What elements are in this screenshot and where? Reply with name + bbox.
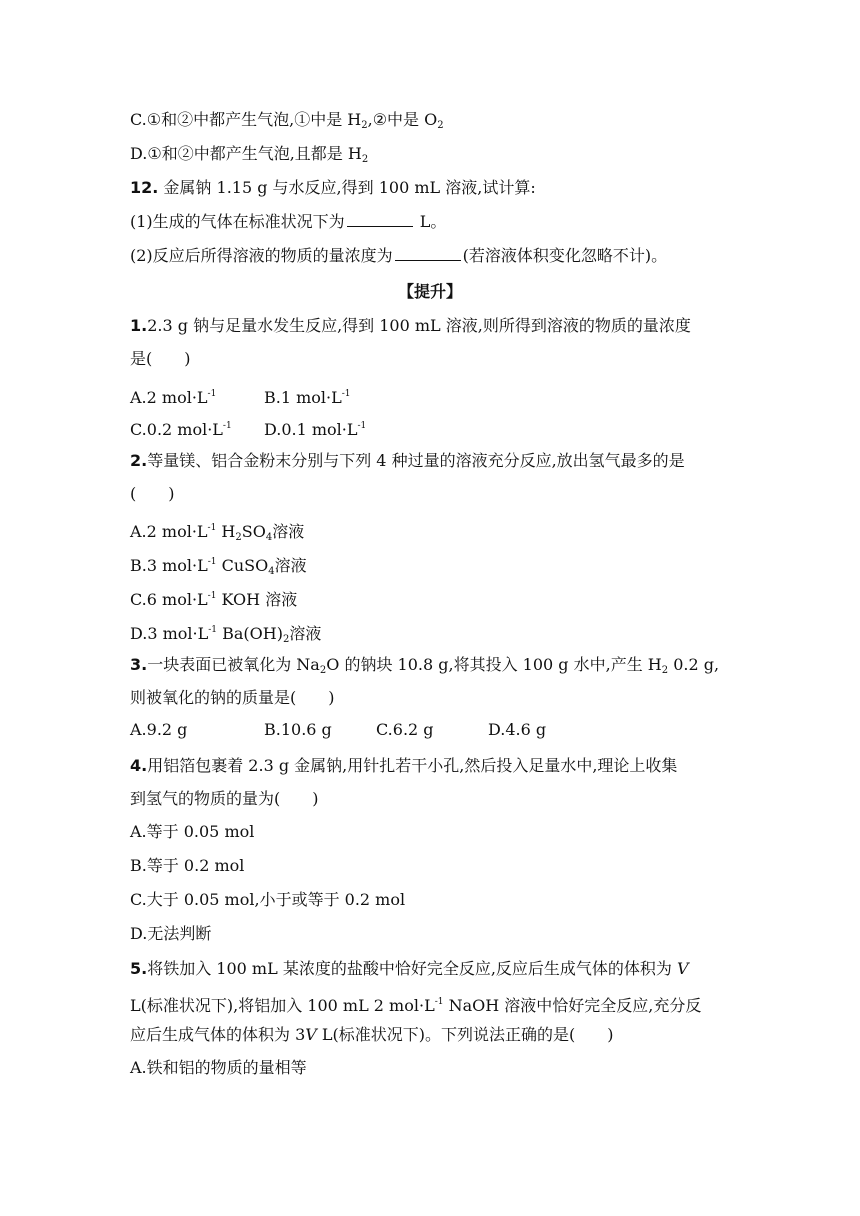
question-number: 5.	[130, 959, 148, 978]
option-c[interactable]	[130, 412, 264, 444]
problem-1-line-2: 是( )	[130, 349, 191, 368]
superscript: -1	[207, 523, 217, 533]
problem-2-line-2: ( )	[130, 484, 175, 503]
question-12-part-1	[130, 208, 760, 236]
superscript: -1	[357, 421, 367, 431]
superscript: -1	[207, 591, 217, 601]
question-12-part-2	[130, 242, 760, 270]
subscript: 4	[268, 566, 275, 577]
option-c[interactable]: C.6.2 g	[376, 720, 434, 739]
problem-5-option-a[interactable]: A.铁和铝的物质的量相等	[130, 1058, 307, 1077]
variable: V	[305, 1025, 317, 1044]
problem-4-option-c[interactable]: C.大于 0.05 mol,小于或等于 0.2 mol	[130, 890, 406, 909]
problem-5-line-3	[130, 1021, 760, 1049]
question-number: 4.	[130, 756, 148, 775]
option-text: A.2 mol·L	[130, 388, 208, 407]
option-text: D.0.1 mol·L	[264, 420, 358, 439]
superscript: -1	[434, 997, 444, 1007]
option-c-line	[130, 106, 760, 134]
option-text: Ba(OH)	[217, 624, 283, 643]
question-text: 等量镁、铝合金粉末分别与下列 4 种过量的溶液充分反应,放出氢气最多的是	[147, 451, 685, 470]
problem-1-options-ab	[130, 380, 760, 408]
question-number: 12.	[130, 178, 159, 197]
question-text: L(标准状况下),将铝加入 100 mL 2 mol·L	[130, 996, 435, 1015]
problem-4-option-d[interactable]: D.无法判断	[130, 924, 212, 943]
problem-2-option-a[interactable]	[130, 514, 760, 542]
superscript: -1	[208, 625, 218, 635]
option-d[interactable]	[264, 412, 366, 444]
superscript: -1	[341, 389, 351, 399]
option-text: A.2 mol·L	[130, 522, 208, 541]
option-text: H	[216, 522, 236, 541]
question-number: 1.	[130, 316, 148, 335]
answer-blank[interactable]	[347, 208, 413, 227]
problem-4-option-a[interactable]: A.等于 0.05 mol	[130, 822, 255, 841]
option-a[interactable]: A.9.2 g	[130, 720, 188, 739]
option-text: KOH 溶液	[216, 590, 298, 609]
question-text: 2.3 g 钠与足量水发生反应,得到 100 mL 溶液,则所得到溶液的物质的量浓度	[147, 316, 691, 335]
option-a[interactable]	[130, 380, 264, 412]
subscript: 2	[319, 665, 327, 676]
problem-4-option-b[interactable]: B.等于 0.2 mol	[130, 856, 245, 875]
question-12	[130, 174, 760, 202]
option-d-line	[130, 140, 760, 168]
subscript: 2	[437, 120, 444, 131]
option-d-text: D.①和②中都产生气泡,且都是 H	[130, 144, 362, 163]
problem-3-options	[130, 716, 760, 744]
option-c-text-2: ,②中是 O	[367, 110, 438, 129]
answer-blank[interactable]	[395, 242, 461, 261]
problem-1	[130, 312, 760, 340]
question-text: L(标准状况下)。下列说法正确的是( )	[316, 1025, 614, 1044]
option-c-text: C.①和②中都产生气泡,①中是 H	[130, 110, 362, 129]
problem-3-line-2: 则被氧化的钠的质量是( )	[130, 688, 335, 707]
question-text: O 的钠块 10.8 g,将其投入 100 g 水中,产生 H	[326, 655, 662, 674]
superscript: -1	[207, 557, 217, 567]
option-text: D.3 mol·L	[130, 624, 209, 643]
problem-5-line-2	[130, 988, 760, 1016]
option-text: C.0.2 mol·L	[130, 420, 223, 439]
part-text-end: L。	[414, 212, 447, 231]
part-text: (2)反应后所得溶液的物质的量浓度为	[130, 246, 393, 265]
option-text: SO	[241, 522, 266, 541]
subscript: 2	[361, 120, 368, 131]
question-text: 0.2 g,	[668, 655, 720, 674]
problem-4-line-2: 到氢气的物质的量为( )	[130, 789, 319, 808]
option-text: CuSO	[216, 556, 269, 575]
option-text: B.3 mol·L	[130, 556, 208, 575]
variable: V	[677, 959, 689, 978]
problem-4	[130, 752, 760, 780]
question-text: 金属钠 1.15 g 与水反应,得到 100 mL 溶液,试计算:	[158, 178, 536, 197]
question-text: 将铁加入 100 mL 某浓度的盐酸中恰好完全反应,反应后生成气体的体积为	[147, 959, 677, 978]
question-text: 应后生成气体的体积为 3	[130, 1025, 306, 1044]
option-text: 溶液	[272, 522, 305, 541]
option-b[interactable]	[264, 380, 351, 412]
problem-1-options-cd	[130, 412, 760, 440]
option-text: C.6 mol·L	[130, 590, 208, 609]
subscript: 2	[361, 154, 369, 165]
problem-2-option-b[interactable]	[130, 548, 760, 576]
subscript: 2	[235, 532, 242, 543]
problem-5	[130, 955, 760, 983]
option-text: 溶液	[274, 556, 307, 575]
superscript: -1	[222, 421, 232, 431]
problem-2	[130, 447, 760, 475]
option-text: 溶液	[289, 624, 322, 643]
subscript: 2	[661, 665, 669, 676]
question-text: 一块表面已被氧化为 Na	[147, 655, 320, 674]
problem-2-option-c[interactable]	[130, 582, 760, 610]
option-text: B.1 mol·L	[264, 388, 342, 407]
part-text: (1)生成的气体在标准状况下为	[130, 212, 345, 231]
problem-2-option-d[interactable]	[130, 616, 760, 644]
superscript: -1	[207, 389, 217, 399]
section-heading: 【提升】	[397, 282, 462, 301]
problem-3	[130, 651, 760, 679]
option-b[interactable]: B.10.6 g	[264, 720, 332, 739]
option-d[interactable]: D.4.6 g	[488, 720, 547, 739]
question-number: 3.	[130, 655, 148, 674]
subscript: 4	[265, 532, 273, 543]
subscript: 2	[282, 634, 290, 645]
question-number: 2.	[130, 451, 148, 470]
question-text: NaOH 溶液中恰好完全反应,充分反	[443, 996, 702, 1015]
part-text-end: (若溶液体积变化忽略不计)。	[462, 246, 668, 265]
question-text: 用铝箔包裹着 2.3 g 金属钠,用针扎若干小孔,然后投入足量水中,理论上收集	[147, 756, 678, 775]
